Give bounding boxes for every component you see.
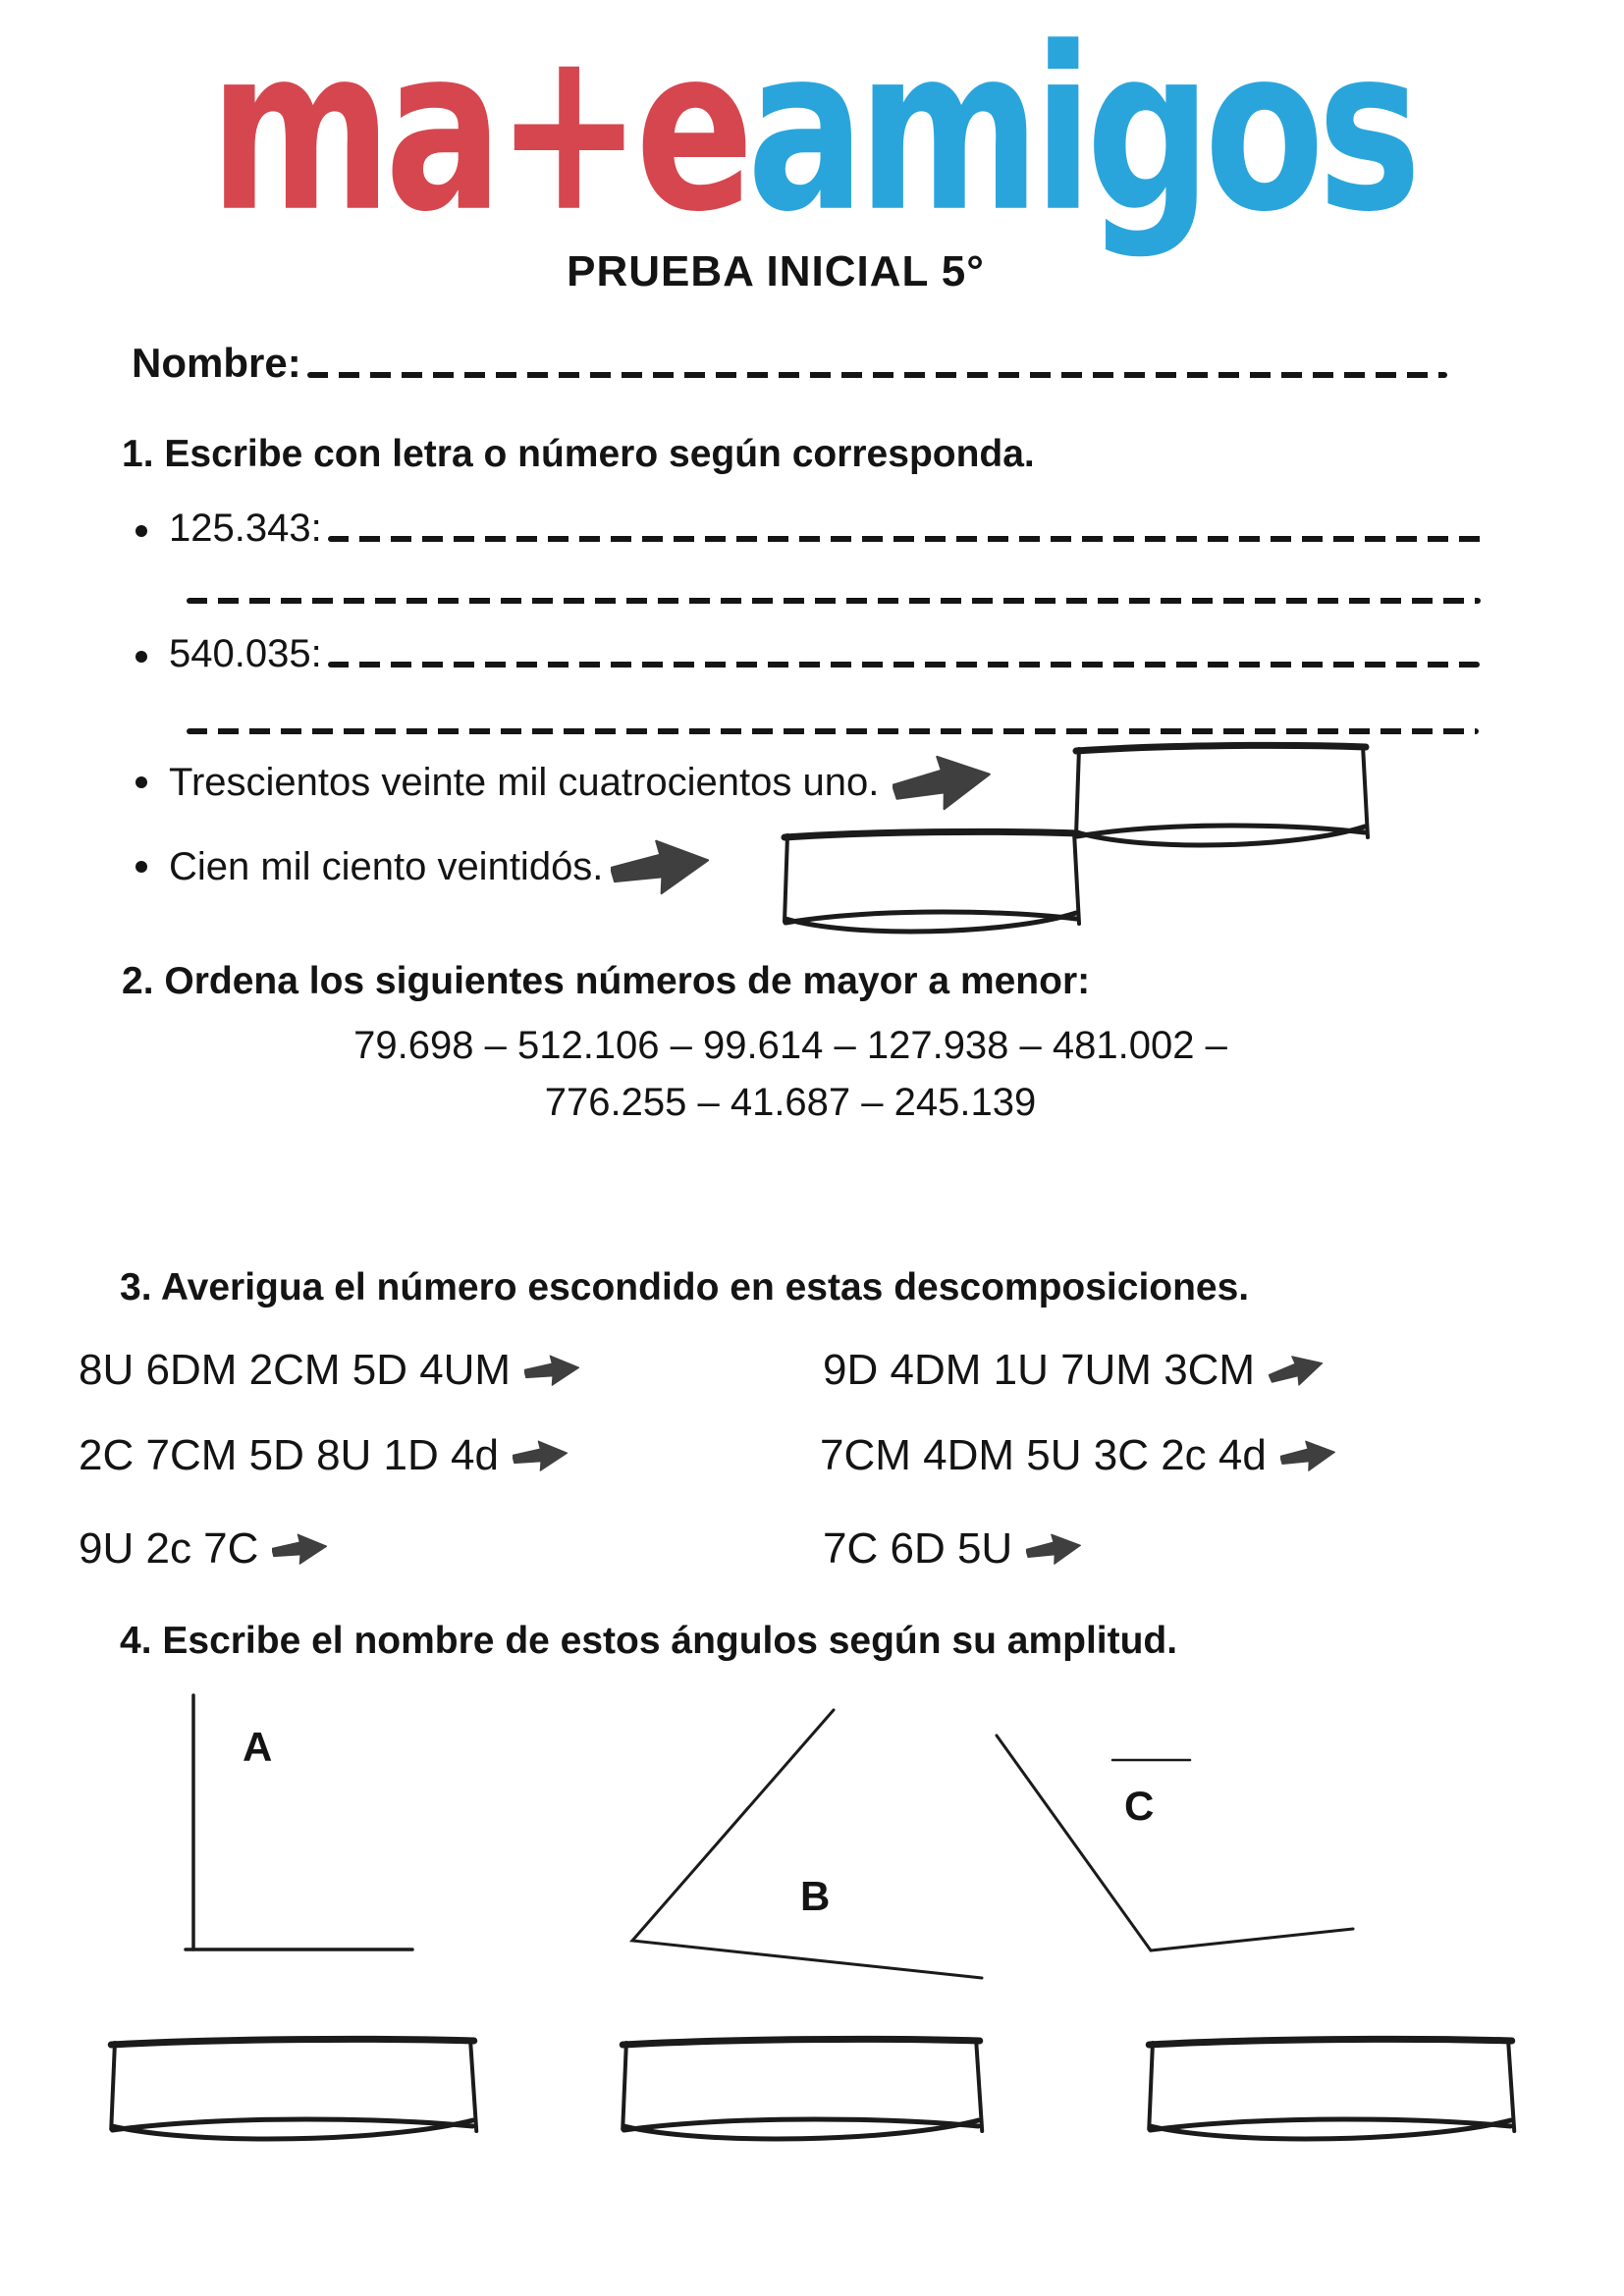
answer-box-cienmil <box>785 831 1079 932</box>
item-540035-label: 540.035: <box>169 632 322 675</box>
decomposition-text: 8U 6DM 2CM 5D 4UM <box>79 1346 512 1394</box>
angle-label-c: C <box>1124 1783 1155 1829</box>
name-label: Nombre: <box>132 340 301 386</box>
numbers-line-1: 79.698 – 512.106 – 99.614 – 127.938 – 481.002 – <box>353 1024 1227 1067</box>
section-3-heading: 3. Averigua el número escondido en estas descomposiciones. <box>120 1266 1250 1308</box>
decomposition-text: 2C 7CM 5D 8U 1D 4d <box>79 1431 499 1479</box>
decomposition-text: 9U 2c 7C <box>79 1524 259 1573</box>
decomposition-text: 9D 4DM 1U 7UM 3CM <box>823 1346 1256 1394</box>
answer-box-angle-a <box>111 2039 476 2139</box>
page-title: PRUEBA INICIAL 5° <box>567 247 985 295</box>
angle-figure-a <box>186 1695 412 1949</box>
decomposition-text: 7C 6D 5U <box>823 1524 1013 1573</box>
answer-box-angle-c <box>1149 2039 1514 2139</box>
item-125343-label: 125.343: <box>169 507 322 550</box>
answer-box-angle-b <box>623 2039 982 2139</box>
item-cienmil-label: Cien mil ciento veintidós. <box>169 844 604 888</box>
section-1-heading: 1. Escribe con letra o número según corresponda. <box>122 433 1035 475</box>
angle-label-b: B <box>800 1873 831 1919</box>
logo-red-text: ma+e <box>209 0 747 262</box>
decomposition-text: 7CM 4DM 5U 3C 2c 4d <box>820 1431 1267 1479</box>
section-4-heading: 4. Escribe el nombre de estos ángulos según su amplitud. <box>120 1620 1178 1662</box>
answer-box-trescientos <box>1076 745 1368 845</box>
angle-label-a: A <box>243 1724 273 1770</box>
numbers-line-2: 776.255 – 41.687 – 245.139 <box>544 1081 1037 1124</box>
section-2-heading: 2. Ordena los siguientes números de mayor a menor: <box>122 960 1091 1002</box>
item-trescientos-label: Trescientos veinte mil cuatrocientos uno. <box>169 760 880 804</box>
logo-blue-text: amigos <box>746 0 1415 262</box>
angle-figure-b <box>632 1710 982 1978</box>
angle-figure-c <box>997 1735 1353 1950</box>
